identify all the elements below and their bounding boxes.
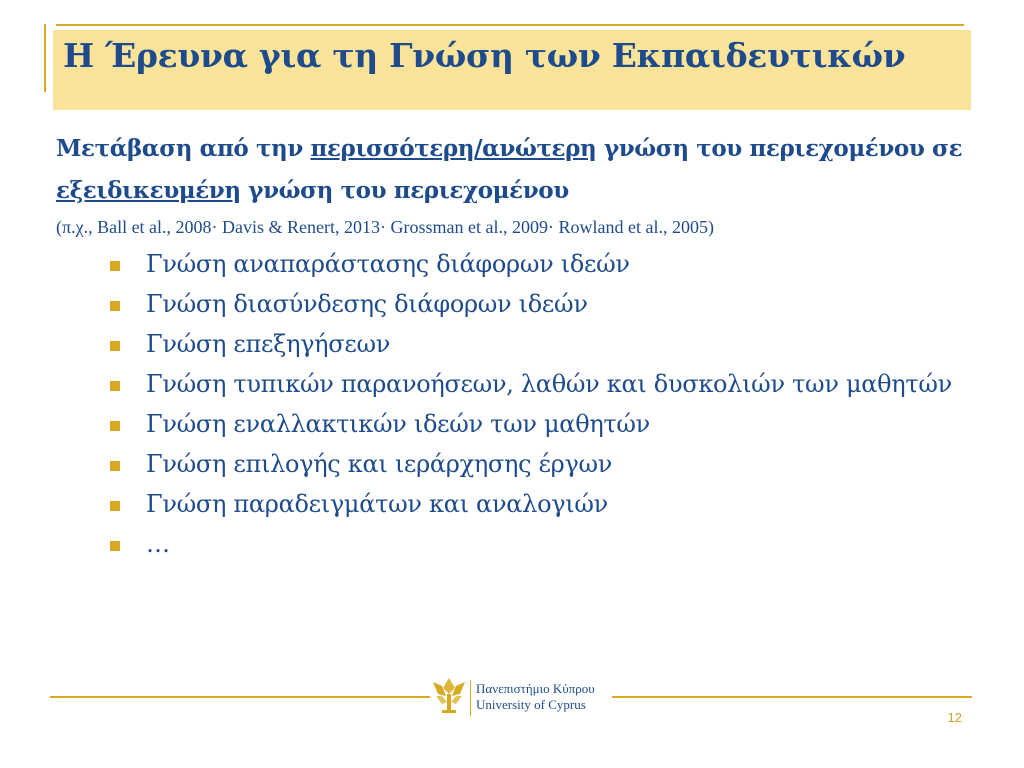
square-bullet-icon xyxy=(110,341,120,351)
references: (π.χ., Ball et al., 2008· Davis & Renert, 2013· Grossman et al., 2009· Rowland et al., 2005) xyxy=(56,217,714,237)
bullet-text: Γνώση επιλογής και ιεράρχησης έργων xyxy=(146,450,613,478)
lead-part-3: γνώση του περιεχομένου xyxy=(240,177,569,204)
lead-part-1: Μετάβαση από την xyxy=(56,135,311,162)
bullet-text: Γνώση εναλλακτικών ιδεών των μαθητών xyxy=(146,410,650,438)
square-bullet-icon xyxy=(110,501,120,511)
top-frame-line xyxy=(56,24,964,26)
list-item xyxy=(56,324,976,364)
square-bullet-icon xyxy=(110,301,120,311)
list-item xyxy=(56,404,976,444)
square-bullet-icon xyxy=(110,421,120,431)
footer-line-left xyxy=(50,696,430,698)
bullet-text: Γνώση επεξηγήσεων xyxy=(146,330,391,358)
square-bullet-icon xyxy=(110,461,120,471)
square-bullet-icon xyxy=(110,541,120,551)
university-tree-logo-icon xyxy=(430,672,468,716)
list-item xyxy=(56,364,976,404)
list-item xyxy=(56,524,976,564)
lead-part-2: γνώση του περιεχομένου σε xyxy=(596,135,963,162)
square-bullet-icon xyxy=(110,261,120,271)
lead-statement xyxy=(56,128,976,212)
list-item xyxy=(56,444,976,484)
logo-divider xyxy=(470,680,471,716)
title-band xyxy=(53,30,971,110)
bullet-list xyxy=(56,244,976,564)
bullet-text: Γνώση τυπικών παρανοήσεων, λαθών και δυσκολιών των μαθητών xyxy=(146,370,952,398)
bullet-text: Γνώση διασύνδεσης διάφορων ιδεών xyxy=(146,290,588,318)
square-bullet-icon xyxy=(110,381,120,391)
list-item xyxy=(56,484,976,524)
bullet-text: Γνώση αναπαράστασης διάφορων ιδεών xyxy=(146,250,630,278)
university-name xyxy=(476,681,595,713)
page-number: 12 xyxy=(947,710,962,725)
university-name-en: University of Cyprus xyxy=(476,697,586,712)
bullet-text: … xyxy=(146,530,170,558)
slide-title: Η Έρευνα για τη Γνώση των Εκπαιδευτικών xyxy=(63,36,906,75)
bullet-text: Γνώση παραδειγμάτων και αναλογιών xyxy=(146,490,608,518)
left-frame-line xyxy=(44,24,46,92)
university-name-el: Πανεπιστήμιο Κύπρου xyxy=(476,681,595,696)
lead-underline-2: εξειδικευμένη xyxy=(56,177,241,204)
slide-content xyxy=(56,128,976,564)
footer-line-right xyxy=(612,696,972,698)
list-item xyxy=(56,284,976,324)
list-item xyxy=(56,244,976,284)
lead-underline-1: περισσότερη/ανώτερη xyxy=(310,135,597,162)
